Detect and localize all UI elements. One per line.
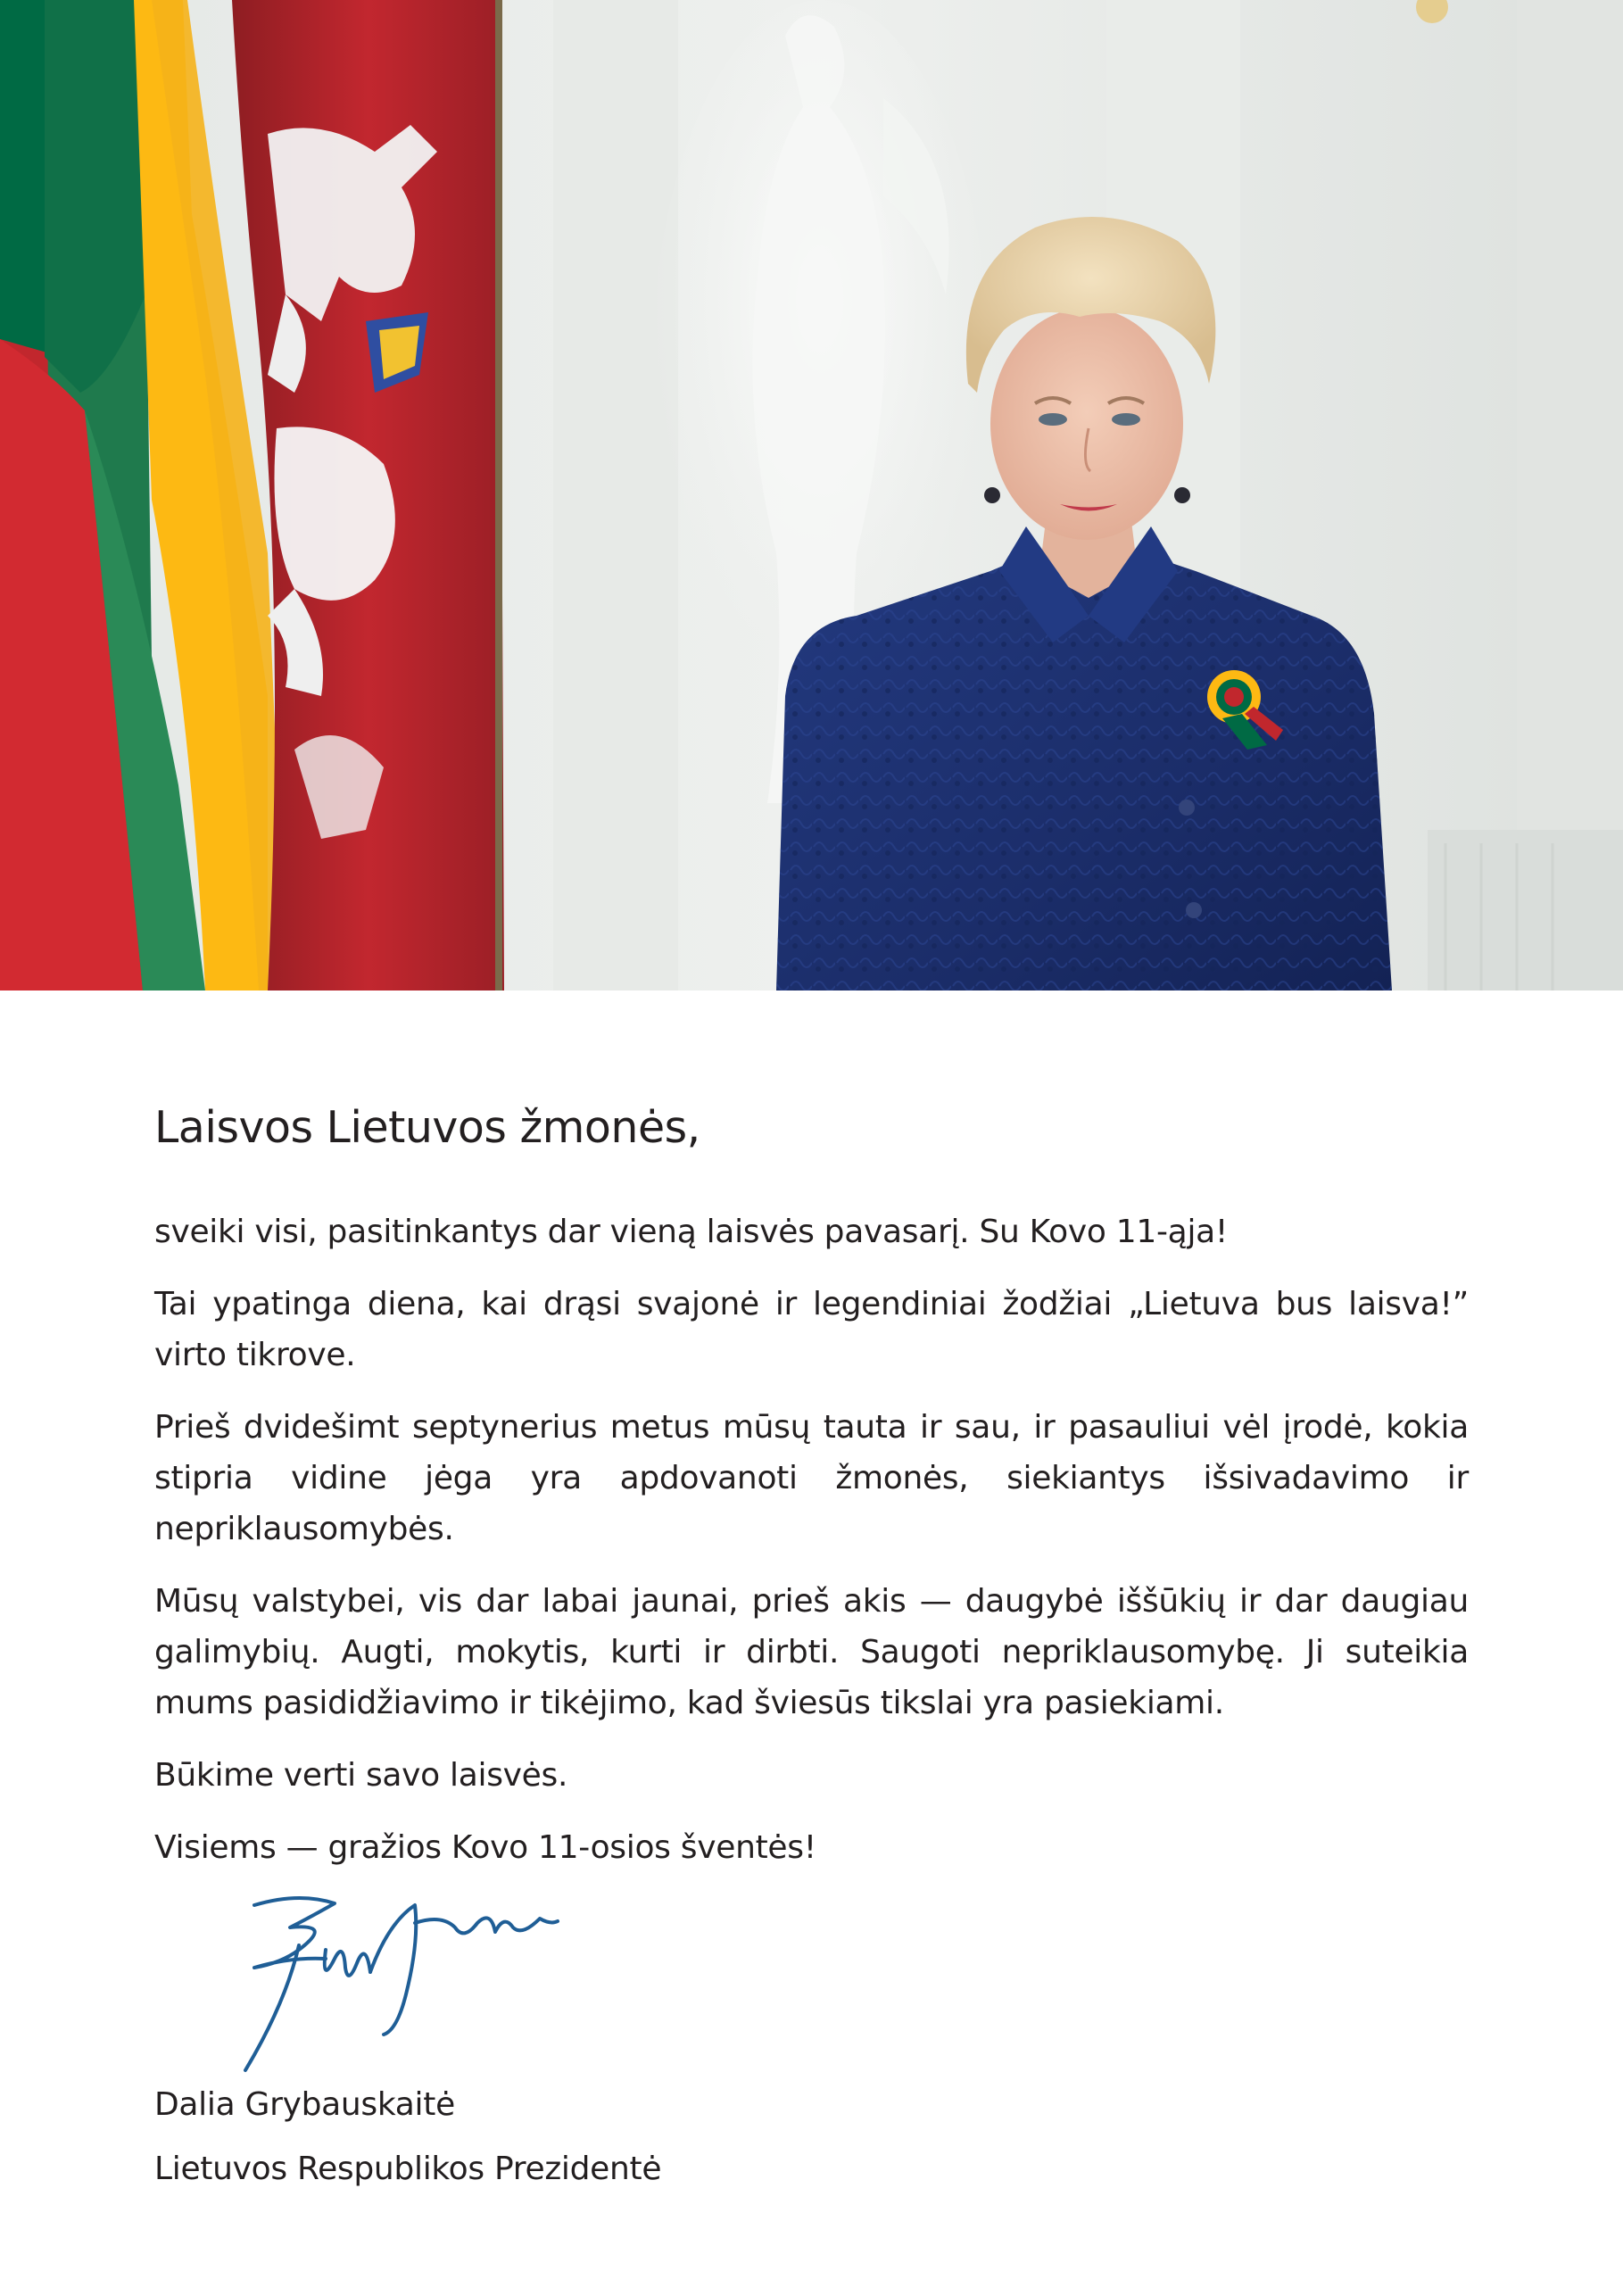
paragraph-special-day: Tai ypatinga diena, kai drąsi svajonė ir legendiniai žodžiai „Lietuva bus laisva!” virto tikrove.	[154, 1285, 1469, 1373]
paragraph-worthy: Būkime verti savo laisvės.	[154, 1756, 568, 1794]
paragraph-greeting: sveiki visi, pasitinkantys dar vieną laisvės pavasarį. Su Kovo 11-ąja!	[154, 1213, 1229, 1250]
paragraph-challenges: Mūsų valstybei, vis dar labai jaunai, prieš akis — daugybė iššūkių ir dar daugiau galimybių. Augti, mokytis, kurti ir dirbti. Saugoti nepriklausomybę. Ji suteikia mums pasididžiavimo ir tikėjimo, kad šviesūs tikslai yra pasiekiami.	[154, 1582, 1469, 1721]
signatory-name: Dalia Grybauskaitė	[154, 2086, 455, 2123]
paragraph-wishes: Visiems — gražios Kovo 11-osios šventės!	[154, 1828, 816, 1866]
handwritten-signature	[236, 1887, 576, 2075]
header-photo	[0, 0, 1623, 991]
signatory-title: Lietuvos Respublikos Prezidentė	[154, 2151, 662, 2187]
letter-body	[154, 1102, 1469, 1873]
paragraph-history: Prieš dvidešimt septynerius metus mūsų tauta ir sau, ir pasauliui vėl įrodė, kokia stipria vidine jėga yra apdovanoti žmonės, siekiantys išsivadavimo ir nepriklausomybės.	[154, 1408, 1469, 1547]
salutation: Laisvos Lietuvos žmonės,	[154, 1102, 700, 1153]
